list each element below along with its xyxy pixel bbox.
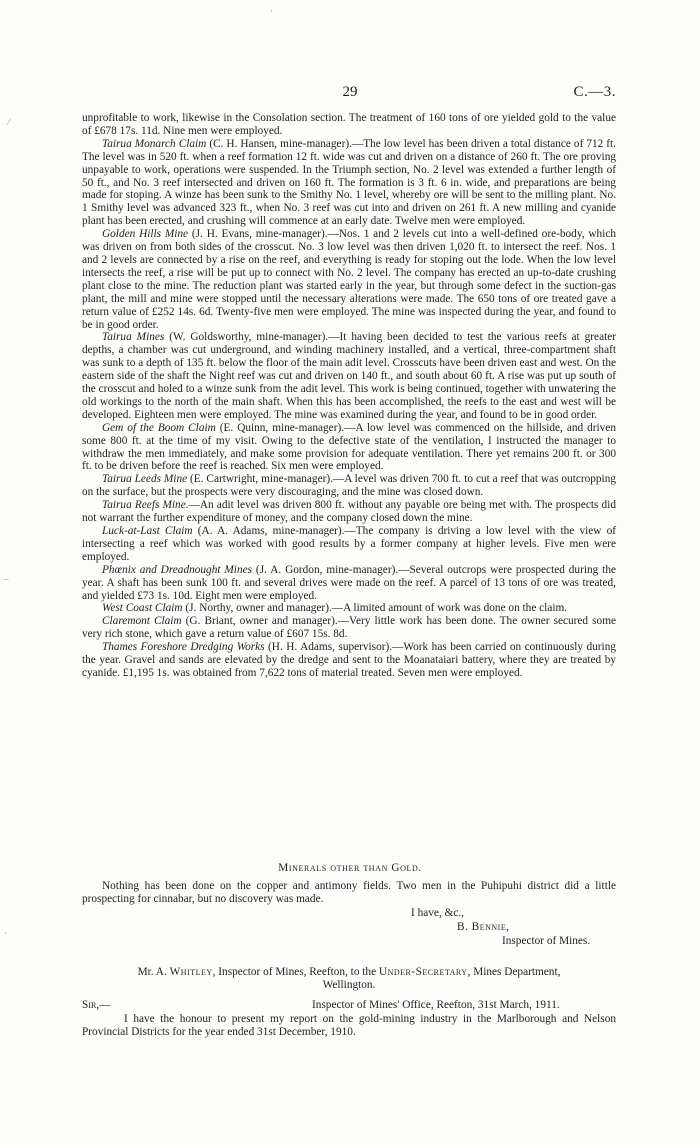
paragraph: Gem of the Boom Claim (E. Quinn, mine-manager).—A low level was commenced on the hillside, and driven some 800 ft. at the time of my visit. Owing to the defective state of the ventilation, I instructed the manager to withdraw the men immediately, and make some provision for adequate ventilation. There yet remains 200 ft. or 300 ft. to be driven before the reef is reached. Six men were employed. <box>82 421 616 473</box>
paragraph: Tairua Mines (W. Goldsworthy, mine-manager).—It having been decided to test the various reefs at greater depths, a chamber was cut underground, and winding machinery installed, and a vertical, three-compartment shaft was sunk to a depth of 135 ft. below the floor of the main adit level. Crosscuts have been driven east and west. On the eastern side of the shaft the Night reef was cut and driven on 140 ft., and south about 60 ft. A rise was put up south of the crosscut and holed to a winze sunk from the adit level. This work is being continued, together with unwatering the old workings to the north of the main shaft. When this has been accomplished, the reefs to the east and west will be developed. Eighteen men were employed. The mine was examined during the year, and found to be in good order. <box>82 331 616 421</box>
margin-mark: ⁄ <box>8 117 10 127</box>
signature-closing: I have, &c., <box>411 907 465 919</box>
paragraph: Tairua Monarch Claim (C. H. Hansen, mine-manager).—The low level has been driven a total distance of 712 ft. The level was in 520 ft. when a reef formation 12 ft. wide was cut and driven on a distance of 260 ft. The ore proving unpayable to work, operations were suspended. In the Triumph section, No. 2 level was extended a further length of 50 ft., and No. 3 reef intersected and driven on 160 ft. The formation is 3 ft. 6 in. wide, and preparations are being made for stoping. A winze has been sunk to the Smithy No. 1 level, whereby ore will be sent to the milling plant. No. 1 Smithy level was advanced 323 ft., when No. 3 reef was cut into and driven on 261 ft. A new milling and cyanide plant has been erected, and crushing will commence at an early date. Twelve men were employed. <box>82 137 616 228</box>
letter-address <box>82 966 616 992</box>
salutation: Sir,— <box>82 999 111 1011</box>
mine-name: Gem of the Boom Claim <box>102 421 216 434</box>
signature-title: Inspector of Mines. <box>502 935 591 947</box>
mine-name: Luck-at-Last Claim <box>102 525 193 537</box>
mine-name: Thames Foreshore Dredging Works <box>102 641 265 654</box>
margin-mark: · <box>4 928 7 938</box>
mine-name: West Coast Claim <box>102 602 183 615</box>
mine-name: Tairua Mines <box>102 331 165 344</box>
paragraph: unprofitable to work, likewise in the Consolation section. The treatment of 160 tons of ore yielded gold to the value of £678 17s. 11d. Nine men were employed. <box>82 112 616 137</box>
paragraph: Tairua Leeds Mine (E. Cartwright, mine-manager).—A level was driven 700 ft. to cut a reef that was outcropping on the surface, but the prospects were very discouraging, and the mine was closed down. <box>82 473 616 499</box>
margin-mark: · <box>270 6 273 16</box>
address-line: Mr. A. Whitley, Inspector of Mines, Reefton, to the Under-Secretary, Mines Department, <box>137 966 561 978</box>
mine-name: Tairua Leeds Mine <box>102 473 188 486</box>
letter-body: I have the honour to present my report on the gold-mining industry in the Marlborough and Nelson Provincial Districts for the year ended 31st December, 1910. <box>82 1013 616 1038</box>
document-code: C.—3. <box>573 84 616 100</box>
page-number: 29 <box>342 84 358 100</box>
paragraph: Phœnix and Dreadnought Mines (J. A. Gordon, mine-manager).—Several outcrops were prospected during the year. A shaft has been sunk 100 ft. and several drives were made on the reef. A parcel of 13 tons of ore was treated, and yielded £73 1s. 10d. Eight men were employed. <box>82 563 616 602</box>
mine-name: Phœnix and Dreadnought Mines <box>102 563 253 576</box>
section-heading: Minerals other than Gold. <box>278 862 422 874</box>
margin-mark: – <box>4 574 9 584</box>
paragraph: Luck-at-Last Claim (A. A. Adams, mine-manager).—The company is driving a low level with the view of intersecting a reef which was worked with good results by a former company at higher levels. Five men were employed. <box>82 525 617 563</box>
mine-name: Claremont Claim <box>102 615 182 628</box>
signature-name: B. Bennie, <box>457 921 510 933</box>
paragraph: Golden Hills Mine (J. H. Evans, mine-manager).—Nos. 1 and 2 levels cut into a well-defined ore-body, which was driven on from both sides of the crosscut. No. 3 low level was then driven 1,020 ft. to intersect the reef. Nos. 1 and 2 levels are connected by a rise on the reef, and everything is ready for stoping out the lode. When the low level intersects the reef, a rise will be put up to connect with No. 2 level. The company has erected an up-to-date crushing plant close to the mine. The reduction plant was started early in the year, but through some defect in the suction-gas plant, the mill and mine were stopped until the necessary alterations were made. The 650 tons of ore treated gave a return value of £252 14s. 6d. Twenty-five men were employed. The mine was inspected during the year, and found to be in good order. <box>82 228 616 331</box>
mine-name: Tairua Monarch Claim <box>102 137 207 150</box>
mine-name: Tairua Reefs Mine. <box>102 499 189 512</box>
paragraph: West Coast Claim (J. Northy, owner and manager).—A limited amount of work was done on the claim. <box>102 602 568 615</box>
paragraph: Claremont Claim (G. Briant, owner and manager).—Very little work has been done. The owner secured some very rich stone, which gave a return value of £607 15s. 8d. <box>82 615 616 641</box>
report-body <box>82 112 616 680</box>
paragraph: Tairua Reefs Mine.—An adit level was driven 800 ft. without any payable ore being met with. The prospects did not warrant the further expenditure of money, and the company closed down the mine. <box>82 499 616 525</box>
paragraph: Thames Foreshore Dredging Works (H. H. Adams, supervisor).—Work has been carried on continuously during the year. Gravel and sands are elevated by the dredge and sent to the Moanataiari battery, where they are treated by cyanide. £1,195 1s. was obtained from 7,622 tons of material treated. Seven men were employed. <box>82 641 616 679</box>
section-paragraph: Nothing has been done on the copper and antimony fields. Two men in the Puhipuhi district did a little prospecting for cinnabar, but no discovery was made. <box>82 880 616 905</box>
address-line: Wellington. <box>322 979 376 991</box>
mine-name: Golden Hills Mine <box>102 228 189 241</box>
office-date-line: Inspector of Mines' Office, Reefton, 31st March, 1911. <box>312 999 560 1011</box>
